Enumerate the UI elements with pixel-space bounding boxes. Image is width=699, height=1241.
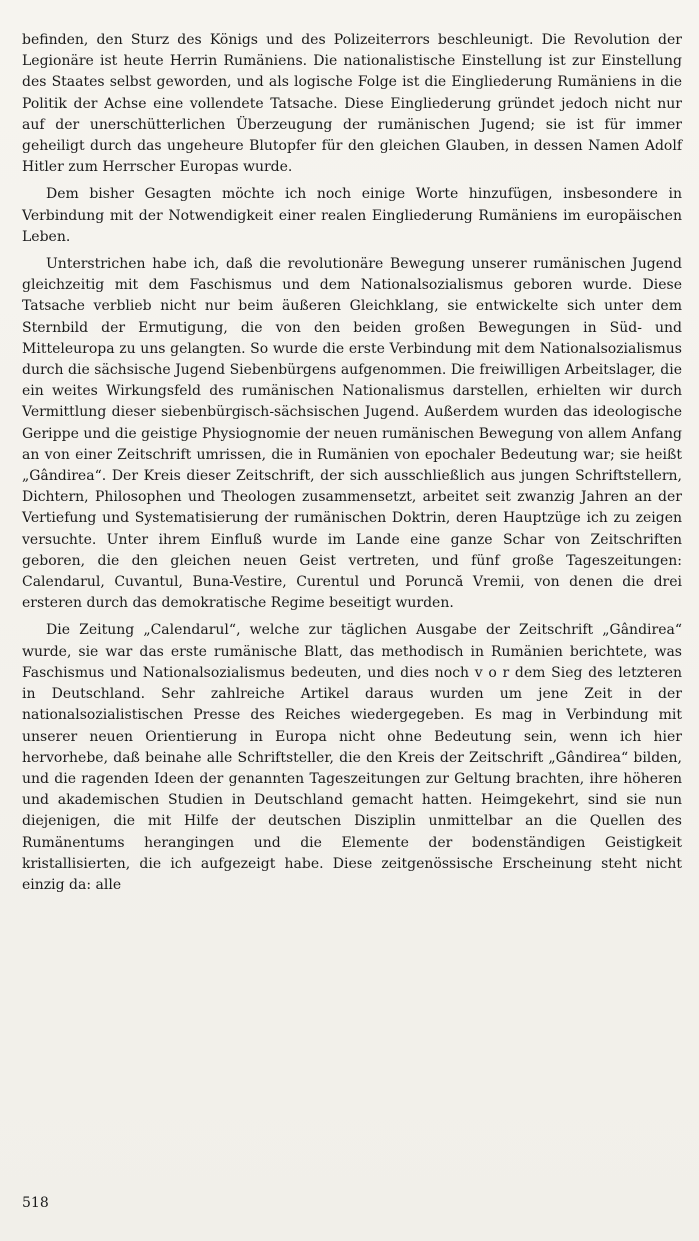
body-text: [22, 30, 682, 896]
paragraph: Dem bisher Gesagten möchte ich noch einige Worte hinzufügen, insbesondere in Verbindung mit der Notwendigkeit einer realen Eingliederung Rumäniens im europäischen Leben.: [22, 186, 682, 245]
paragraph: Die Zeitung „Calendarul“, welche zur täglichen Ausgabe der Zeitschrift „Gândirea“ wurde, sie war das erste rumänische Blatt, das methodisch in Rumänien berichtete, was Faschismus und Nationalsozialismus bedeuten, und dies noch v o r dem Sieg des letzteren in Deutschland. Sehr zahlreiche Artikel daraus wurden um jene Zeit in der nationalsozialistischen Presse des Reiches wiedergegeben. Es mag in Verbindung mit unserer neuen Orientierung in Europa nicht ohne Bedeutung sein, wenn ich hier hervorhebe, daß beinahe alle Schriftsteller, die den Kreis der Zeitschrift „Gândirea“ bilden, und die ragenden Ideen der genannten Tageszeitungen zur Geltung brachten, ihre höheren und akademischen Studien in Deutschland gemacht hatten. Heimgekehrt, sind sie nun diejenigen, die mit Hilfe der deutschen Disziplin unmittelbar an die Quellen des Rumänentums herangingen und die Elemente der bodenständigen Geistigkeit kristallisierten, die ich aufgezeigt habe. Diese zeitgenössische Erscheinung steht nicht einzig da: alle: [22, 622, 682, 893]
page-number: 518: [22, 1195, 49, 1211]
paragraph-continued: befinden, den Sturz des Königs und des Polizeiterrors beschleunigt. Die Revolution der Legionäre ist heute Herrin Rumäniens. Die nationalistische Einstellung ist zur Einstellung des Staates selbst geworden, und als logische Folge ist die Eingliederung Rumäniens in die Politik der Achse eine vollendete Tatsache. Diese Eingliederung gründet jedoch nicht nur auf der unerschütterlichen Überzeugung der rumänischen Jugend; sie ist für immer geheiligt durch das ungeheure Blutopfer für den gleichen Glauben, in dessen Namen Adolf Hitler zum Herrscher Europas wurde.: [22, 32, 682, 176]
paragraph: Unterstrichen habe ich, daß die revolutionäre Bewegung unserer rumänischen Jugend gleichzeitig mit dem Faschismus und dem Nationalsozialismus geboren wurde. Diese Tatsache verblieb nicht nur beim äußeren Gleichklang, sie entwickelte sich unter dem Sternbild der Ermutigung, die von den beiden großen Bewegungen in Süd- und Mitteleuropa zu uns gelangten. So wurde die erste Verbindung mit dem Nationalsozialismus durch die sächsische Jugend Siebenbürgens aufgenommen. Die freiwilligen Arbeitslager, die ein weites Wirkungsfeld des rumänischen Nationalismus darstellen, erhielten wir durch Vermittlung dieser siebenbürgisch-sächsischen Jugend. Außerdem wurden das ideologische Gerippe und die geistige Physiognomie der neuen rumänischen Bewegung von allem Anfang an von einer Zeitschrift umrissen, die in Rumänien von epochaler Bedeutung war; sie heißt „Gândirea“. Der Kreis dieser Zeitschrift, der sich ausschließlich aus jungen Schriftstellern, Dichtern, Philosophen und Theologen zusammensetzt, arbeitet seit zwanzig Jahren an der Vertiefung und Systematisierung der rumänischen Doktrin, deren Hauptzüge ich zu zeigen versuchte. Unter ihrem Einfluß wurde im Lande eine ganze Schar von Zeitschriften geboren, die den gleichen neuen Geist vertreten, und fünf große Tageszeitungen: Calendarul, Cuvantul, Buna-Vestire, Curentul und Poruncă Vremii, von denen die drei ersteren durch das demokratische Regime beseitigt wurden.: [22, 256, 682, 612]
